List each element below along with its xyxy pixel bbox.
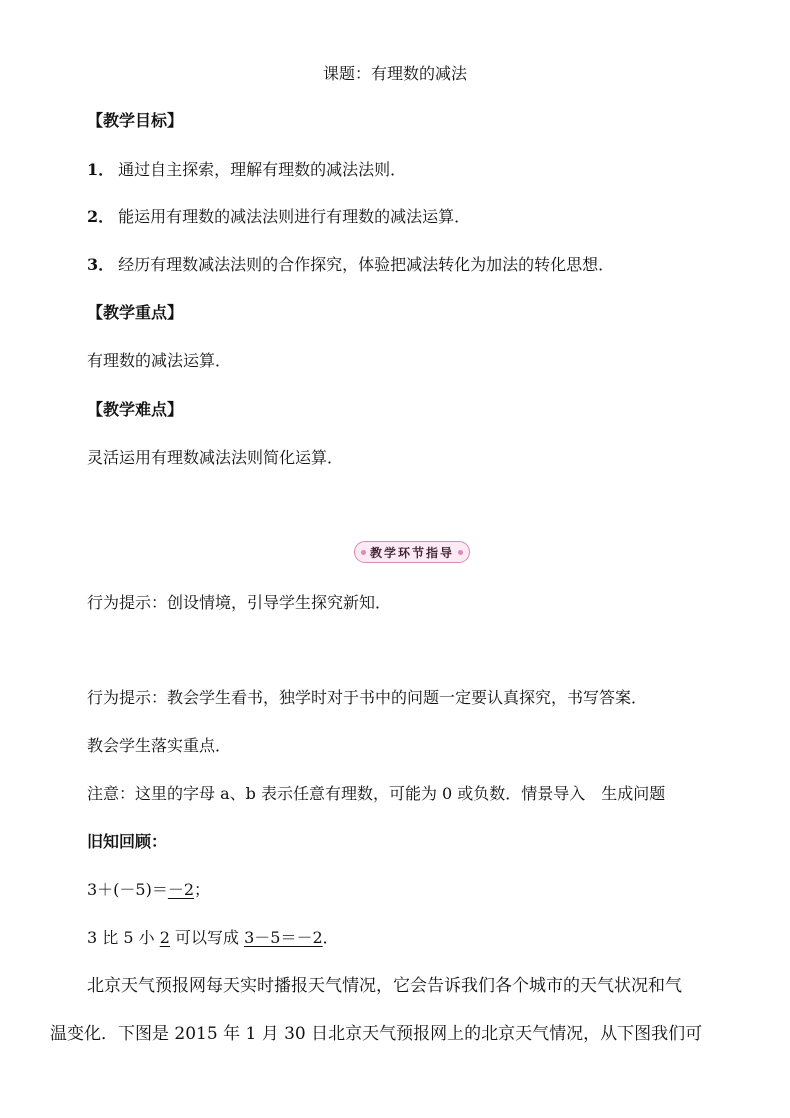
objective-number: 2． — [87, 207, 115, 226]
note-line: 注意：这里的字母 a、b 表示任意有理数，可能为 0 或负数．情景导入 生成问题 — [87, 784, 666, 803]
difficulties-text: 灵活运用有理数减法法则简化运算． — [87, 448, 344, 467]
objective-text: 经历有理数减法法则的合作探究，体验把减法转化为加法的转化思想． — [118, 255, 615, 274]
equation-2-end: ． — [322, 928, 339, 947]
equation-2-part-c: 可以写成 — [169, 928, 245, 947]
equation-1 — [87, 880, 210, 900]
hint-2: 行为提示：教会学生看书，独学时对于书中的问题一定要认真探究，书写答案． — [87, 688, 648, 707]
banner-label: 教学环节指导 — [369, 545, 454, 560]
key-points-heading: 【教学重点】 — [87, 303, 184, 322]
hint-3: 教会学生落实重点． — [87, 736, 232, 755]
objective-text: 通过自主探索，理解有理数的减法法则． — [118, 160, 407, 179]
banner-left-dot-icon — [361, 550, 366, 555]
objective-item-3 — [87, 255, 614, 275]
objective-item-2 — [87, 207, 470, 227]
equation-2-part-a: 3 比 5 小 — [87, 928, 160, 947]
equation-2 — [87, 928, 339, 948]
paragraph-line-1: 北京天气预报网每天实时播报天气情况，它会告诉我们各个城市的天气状况和气 — [87, 976, 682, 996]
objective-text: 能运用有理数的减法法则进行有理数的减法运算． — [118, 207, 471, 226]
objective-item-1 — [87, 160, 406, 180]
section-banner — [354, 541, 470, 563]
banner-right-dot-icon — [458, 550, 463, 555]
objective-number: 1． — [87, 160, 115, 179]
equation-1-left: 3＋(－5)＝ — [87, 880, 168, 899]
key-points-text: 有理数的减法运算． — [87, 351, 232, 370]
equation-2-blank-1: 2 — [159, 928, 170, 947]
difficulties-heading: 【教学难点】 — [87, 400, 184, 419]
page-title: 课题：有理数的减法 — [322, 64, 467, 83]
equation-1-answer: －2 — [167, 880, 195, 899]
review-heading: 旧知回顾： — [87, 832, 168, 851]
hint-1: 行为提示：创设情境，引导学生探究新知． — [87, 593, 392, 612]
paragraph-line-2: 温变化．下图是 2015 年 1 月 30 日北京天气预报网上的北京天气情况，从下图我们可 — [50, 1024, 703, 1044]
objective-number: 3． — [87, 255, 115, 274]
objectives-heading: 【教学目标】 — [87, 111, 184, 130]
equation-1-end: ； — [194, 880, 211, 899]
equation-2-blank-2: 3－5＝－2 — [244, 928, 323, 947]
